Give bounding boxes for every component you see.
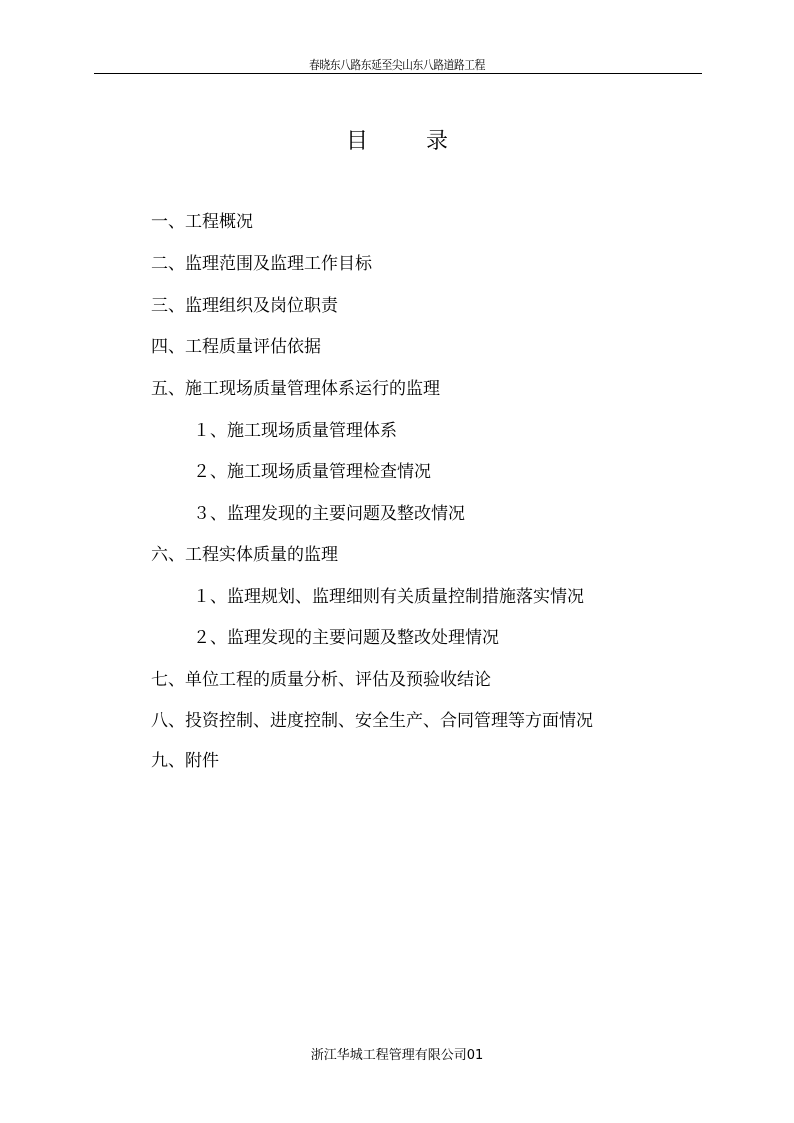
toc-item-9[interactable]: 九、附件 <box>151 751 219 771</box>
page-footer: 浙江华城工程管理有限公司01 <box>310 1048 484 1063</box>
toc-item-3[interactable]: 三、监理组织及岗位职责 <box>151 296 338 316</box>
toc-subitem-5-2[interactable]: ２、施工现场质量管理检查情况 <box>193 462 431 482</box>
header-title: 春晓东八路东延至尖山东八路道路工程 <box>309 58 485 72</box>
toc-item-8[interactable]: 八、投资控制、进度控制、安全生产、合同管理等方面情况 <box>151 711 593 731</box>
toc-item-4[interactable]: 四、工程质量评估依据 <box>151 337 321 357</box>
toc-title-char-1: 目 <box>345 129 368 154</box>
toc-item-6[interactable]: 六、工程实体质量的监理 <box>151 545 338 565</box>
toc-subitem-5-1[interactable]: １、施工现场质量管理体系 <box>193 421 397 441</box>
toc-item-7[interactable]: 七、单位工程的质量分析、评估及预验收结论 <box>151 670 491 690</box>
toc-subitem-6-1[interactable]: １、监理规划、监理细则有关质量控制措施落实情况 <box>193 587 584 607</box>
toc-item-1[interactable]: 一、工程概况 <box>151 212 253 232</box>
toc-item-2[interactable]: 二、监理范围及监理工作目标 <box>151 254 372 274</box>
toc-subitem-5-3[interactable]: ３、监理发现的主要问题及整改情况 <box>193 504 465 524</box>
toc-title-char-2: 录 <box>426 129 449 154</box>
toc-subitem-6-2[interactable]: ２、监理发现的主要问题及整改处理情况 <box>193 628 499 648</box>
toc-item-5[interactable]: 五、施工现场质量管理体系运行的监理 <box>151 379 440 399</box>
